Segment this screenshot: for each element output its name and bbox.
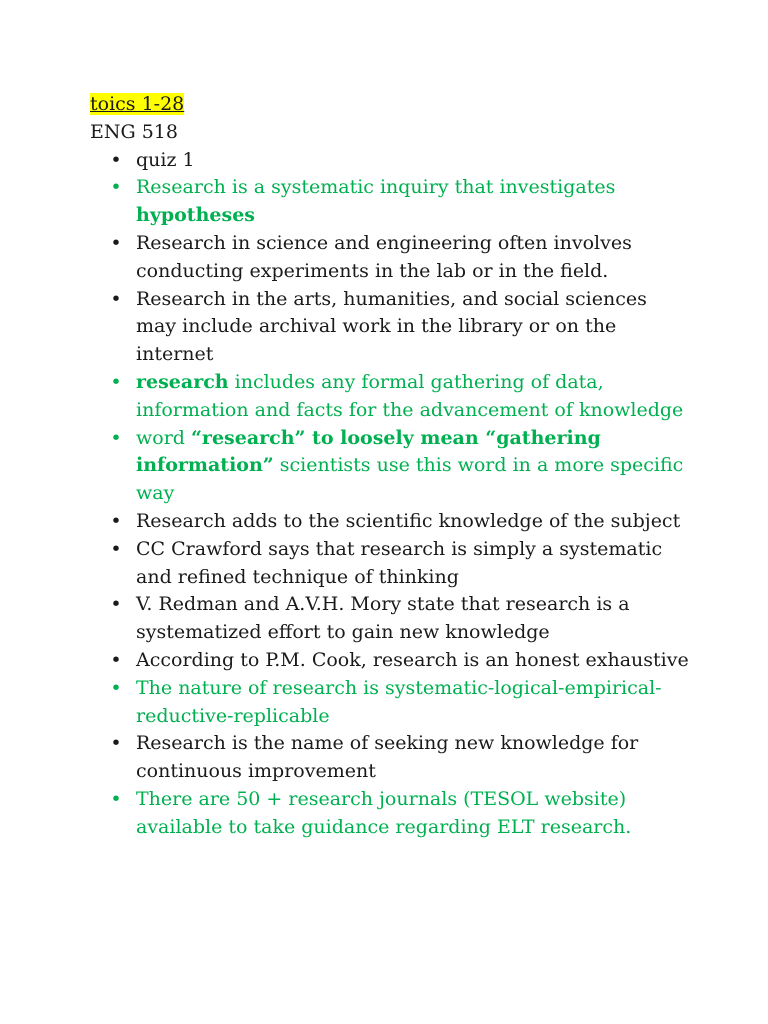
bullet-icon: • — [110, 732, 122, 755]
bullet-icon: • — [110, 787, 122, 810]
topic-heading — [90, 91, 690, 119]
list-item — [90, 647, 690, 675]
list-item — [90, 286, 690, 369]
bullet-icon: • — [110, 426, 122, 449]
item-text: includes any formal gathering of data, information and facts for the advancement of knowledge — [136, 370, 684, 421]
item-text: There are 50 + research journals (TESOL website) available to take guidance regarding ELT research. — [136, 787, 632, 838]
item-text: CC Crawford says that research is simply a systematic and refined technique of thinking — [136, 537, 663, 588]
bullet-icon: • — [110, 593, 122, 616]
bullet-icon: • — [110, 676, 122, 699]
item-text: Research in science and engineering often involves conducting experiments in the lab or in the field. — [136, 231, 632, 282]
list-item — [90, 786, 690, 842]
list-item — [90, 174, 690, 230]
bullet-icon: • — [110, 287, 122, 310]
bullet-icon: • — [110, 231, 122, 254]
bullet-icon: • — [110, 537, 122, 560]
bullet-icon: • — [110, 509, 122, 532]
item-text: Research adds to the scientific knowledge of the subject — [136, 509, 681, 532]
list-item — [90, 730, 690, 786]
bullet-icon: • — [110, 370, 122, 393]
highlighted-topic-label: toics 1-28 — [90, 93, 185, 115]
notes-list — [90, 147, 690, 842]
bold-text: “research” to loosely mean “gathering information” — [136, 426, 601, 477]
list-item — [90, 147, 690, 175]
item-text: According to P.M. Cook, research is an honest exhaustive — [136, 648, 689, 671]
bold-text: hypotheses — [136, 204, 255, 227]
bullet-icon: • — [110, 176, 122, 199]
list-item — [90, 369, 690, 425]
list-item — [90, 536, 690, 592]
item-text: scientists use this word in a more specific way — [136, 454, 684, 505]
item-text: V. Redman and A.V.H. Mory state that research is a systematized effort to gain new knowledge — [136, 593, 630, 644]
bullet-icon: • — [110, 148, 122, 171]
item-text: word — [136, 426, 191, 449]
item-text: Research is a systematic inquiry that investigates — [136, 176, 616, 199]
item-text: Research is the name of seeking new knowledge for continuous improvement — [136, 732, 639, 783]
list-item — [90, 230, 690, 286]
document-body — [90, 91, 690, 842]
list-item — [90, 508, 690, 536]
list-item — [90, 591, 690, 647]
course-code: ENG 518 — [90, 120, 178, 143]
list-item — [90, 675, 690, 731]
item-text: quiz 1 — [136, 148, 195, 171]
bold-text: research — [136, 370, 229, 393]
item-text: Research in the arts, humanities, and social sciences may include archival work in the library or on the internet — [136, 287, 647, 366]
item-text: The nature of research is systematic-logical-empirical-reductive-replicable — [136, 676, 662, 727]
bullet-icon: • — [110, 648, 122, 671]
list-item — [90, 425, 690, 508]
